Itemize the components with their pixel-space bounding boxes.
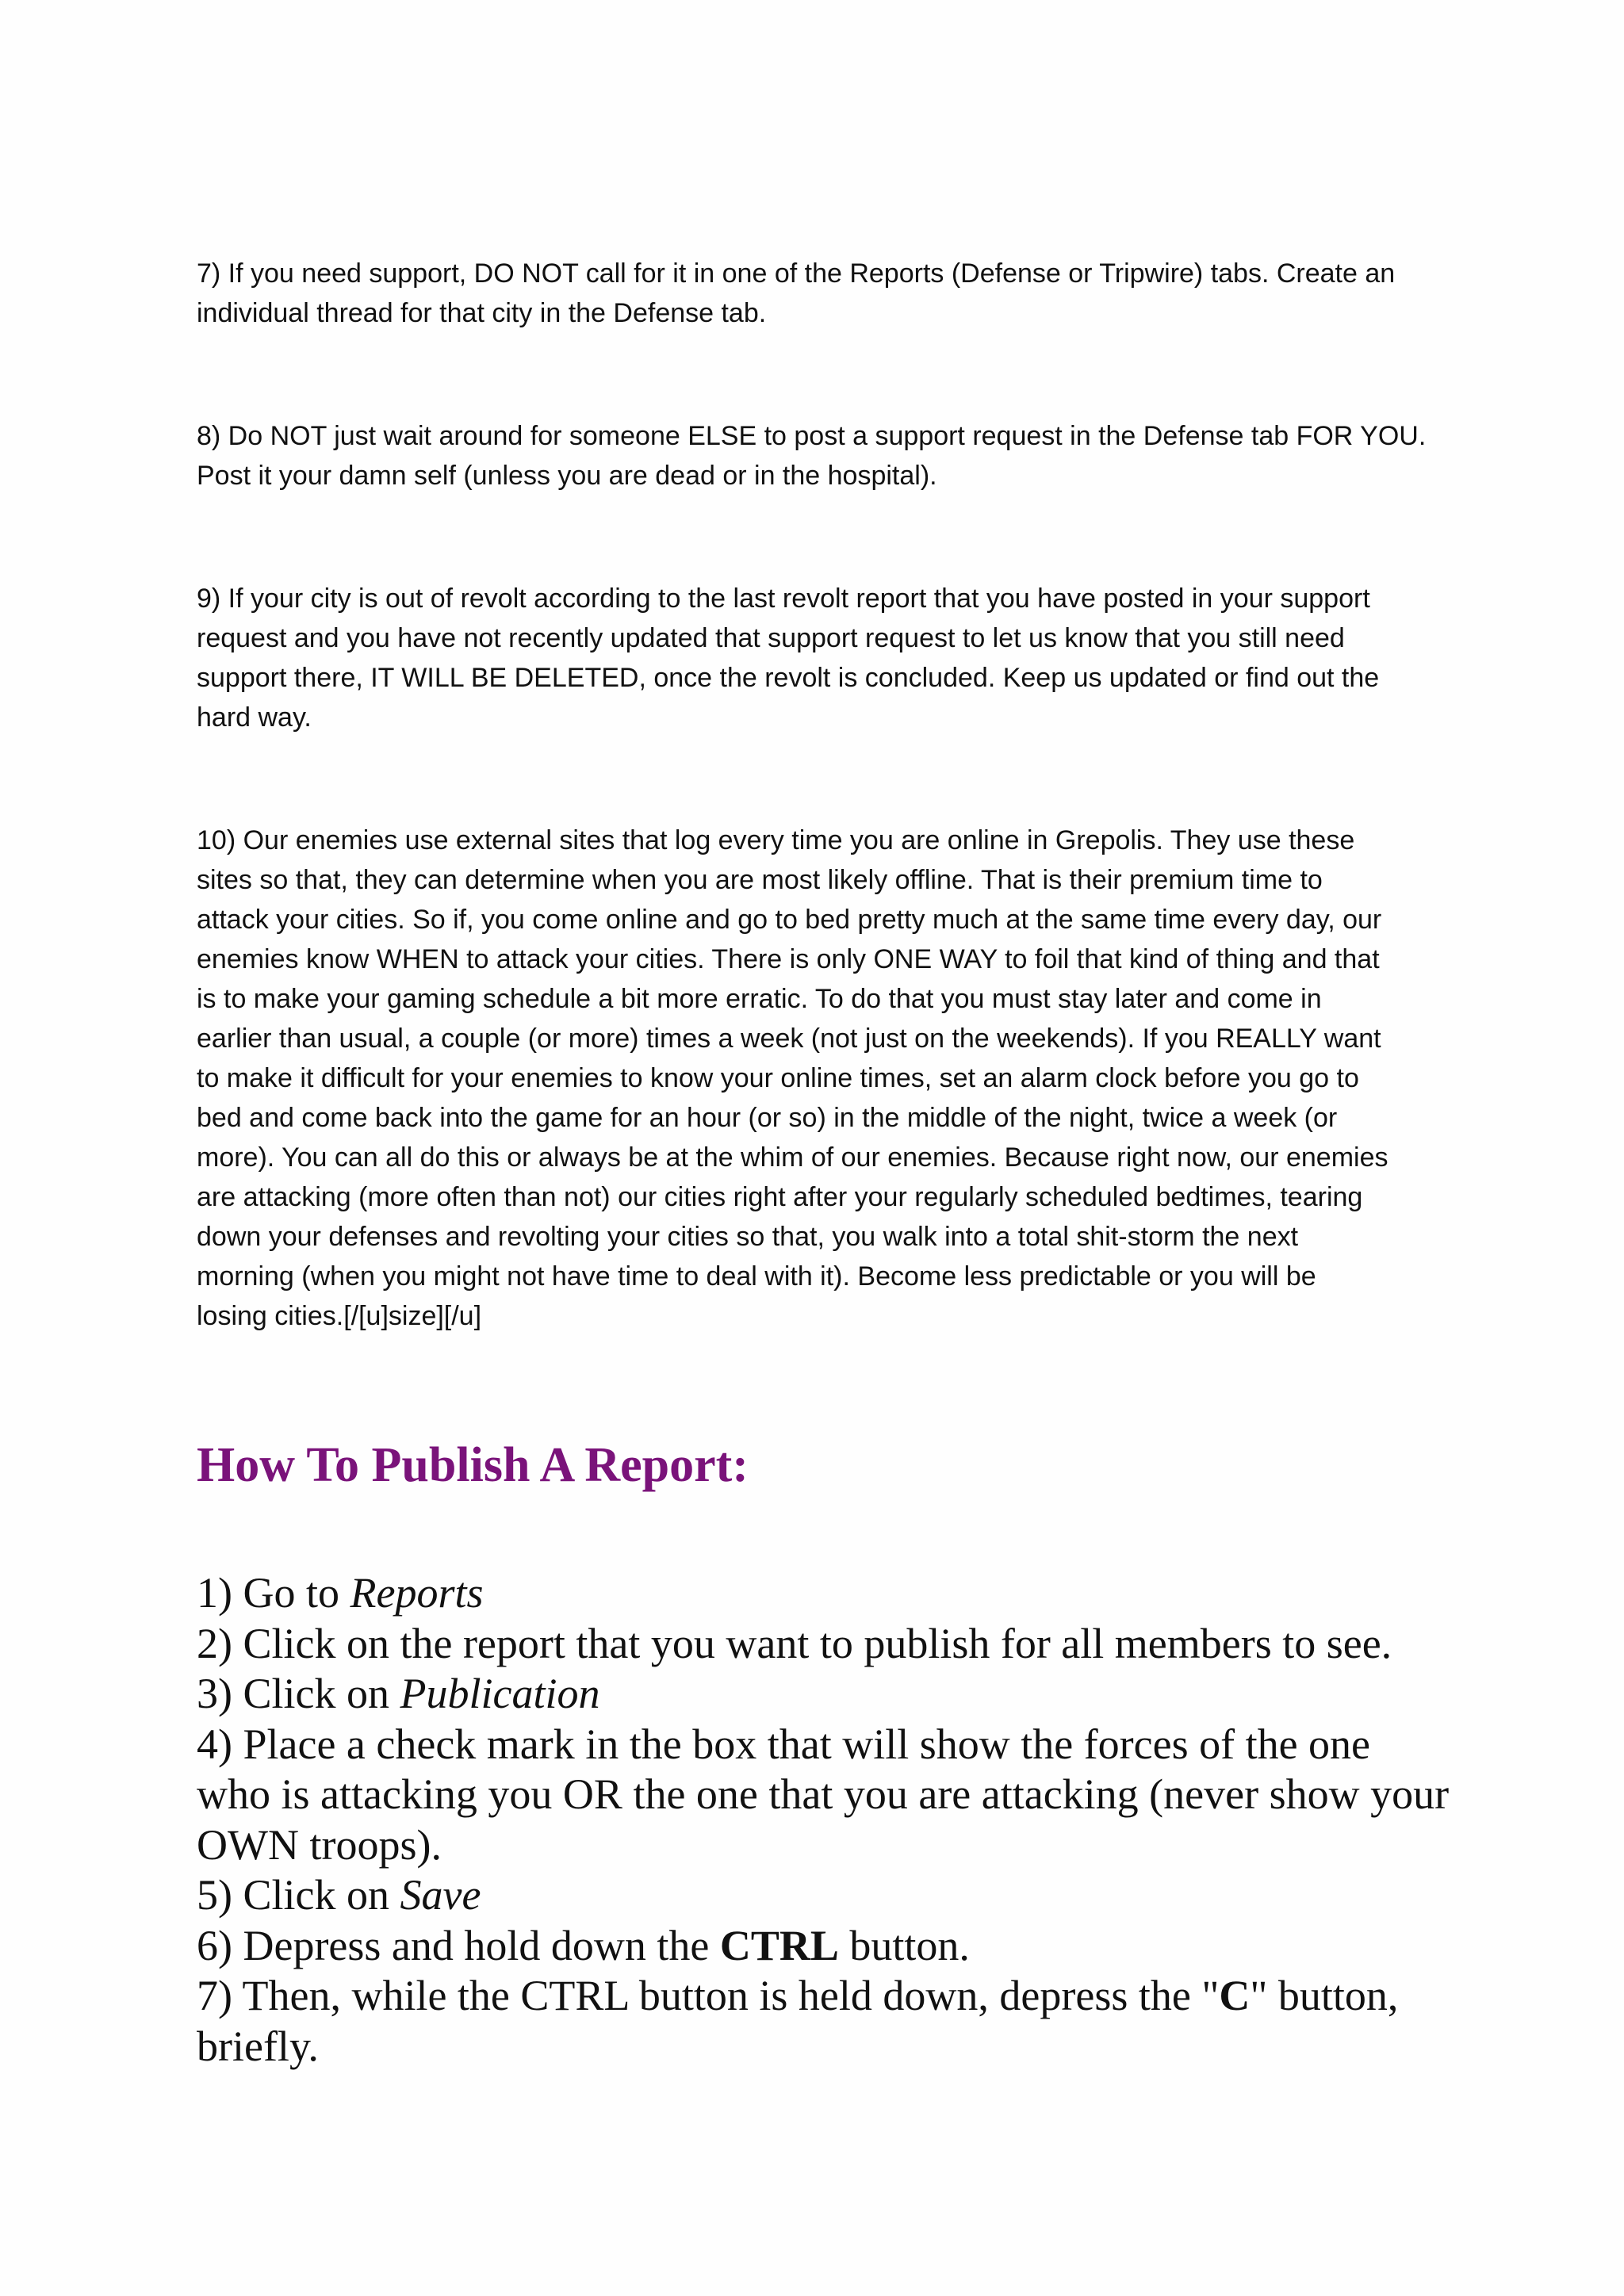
- publish-steps-list: [197, 1568, 1450, 2072]
- step-1-reports-term: Reports: [350, 1569, 484, 1617]
- step-4: 4) Place a check mark in the box that will show the forces of the one who is attacking you OR the one that you are attacking (never show your OWN troops).: [197, 1720, 1450, 1869]
- step-1-text: 1) Go to: [197, 1569, 350, 1617]
- step-7: [197, 1971, 1450, 2072]
- publish-report-heading: How To Publish A Report:: [197, 1438, 749, 1492]
- step-3-publication-term: Publication: [400, 1670, 600, 1717]
- step-2: 2) Click on the report that you want to publish for all members to see.: [197, 1619, 1392, 1667]
- step-7-text-end: " button, briefly.: [197, 1972, 1399, 2070]
- step-6-ctrl-key: CTRL: [719, 1921, 839, 1969]
- rule-7-paragraph: 7) If you need support, DO NOT call for it in one of the Reports (Defense or Tripwire) tabs. Create an individual thread for that city in the Defense tab.: [197, 258, 1396, 328]
- rule-9-paragraph: 9) If your city is out of revolt according to the last revolt report that you have posted in your support request and you have not recently updated that support request to let us know that you still need support there, IT WILL BE DELETED, once the revolt is concluded. Keep us updated or find out the hard way.: [197, 584, 1380, 733]
- step-3: [197, 1669, 1450, 1720]
- step-1: [197, 1568, 1450, 1619]
- step-6-text: 6) Depress and hold down the: [197, 1921, 720, 1969]
- rule-10-paragraph: 10) Our enemies use external sites that log every time you are online in Grepolis. They use these sites so that, they can determine when you are most likely offline. That is their premium time to attack your cities. So if, you come online and go to bed pretty much at the same time every day, our enemies know WHEN to attack your cities. There is only ONE WAY to foil that kind of thing and that is to make your gaming schedule a bit more erratic. To do that you must stay later and come in earlier than usual, a couple (or more) times a week (not just on the weekends). If you REALLY want to make it difficult for your enemies to know your online times, set an alarm clock before you go to bed and come back into the game for an hour (or so) in the middle of the night, twice a week (or more). You can all do this or always be at the whim of our enemies. Because right now, our enemies are attacking (more often than not) our cities right after your regularly scheduled bedtimes, tearing down your defenses and revolting your cities so that, you walk into a total shit-storm the next morning (when you might not have time to deal with it). Become less predictable or you will be losing cities.[/[u]size][/u]: [197, 825, 1388, 1331]
- rule-8-paragraph: 8) Do NOT just wait around for someone ELSE to post a support request in the Defense tab FOR YOU. Post it your damn self (unless you are dead or in the hospital).: [197, 421, 1427, 491]
- step-6: [197, 1921, 1450, 1972]
- step-5: [197, 1870, 1450, 1921]
- step-7-c-key: C: [1219, 1972, 1251, 2019]
- step-5-save-term: Save: [400, 1871, 481, 1919]
- step-6-text-end: button.: [838, 1921, 970, 1969]
- step-3-text: 3) Click on: [197, 1670, 400, 1717]
- step-7-text: 7) Then, while the CTRL button is held down, depress the ": [197, 1972, 1220, 2019]
- step-5-text: 5) Click on: [197, 1871, 400, 1919]
